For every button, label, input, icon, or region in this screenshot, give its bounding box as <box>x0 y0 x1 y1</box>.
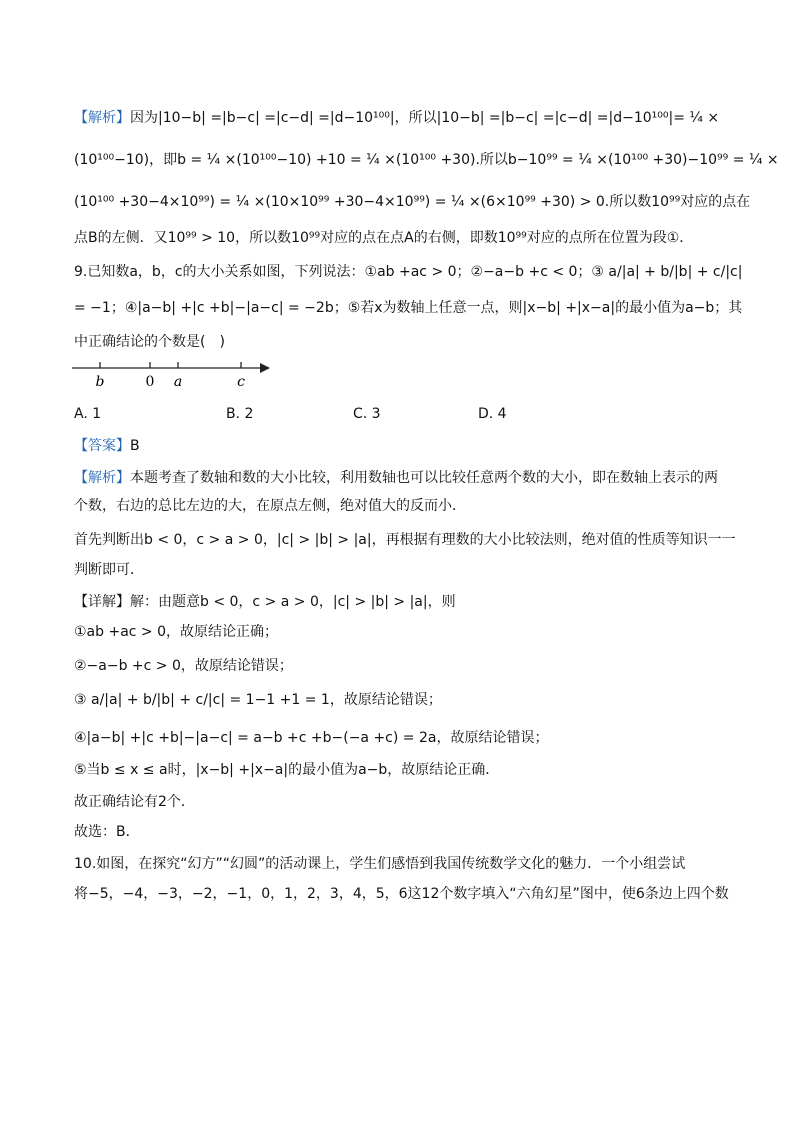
text-line <box>74 760 499 780</box>
text-line <box>74 884 729 904</box>
text-line <box>74 332 225 352</box>
line-text: B <box>130 438 140 454</box>
line-text: 个数，右边的总比左边的大，在原点左侧，绝对值大的反而小． <box>74 498 466 514</box>
section-tag: 【解析】 <box>74 110 130 126</box>
text-line <box>74 822 140 842</box>
text-line <box>74 150 779 170</box>
text-line <box>74 592 456 612</box>
section-tag: 【解析】 <box>74 470 130 486</box>
label-a: a <box>173 374 183 390</box>
label-0: 0 <box>145 374 155 390</box>
line-text: ①ab +ac > 0，故原结论正确； <box>74 624 279 640</box>
text-line <box>74 530 736 550</box>
line-text: 将−5，−4，−3，−2，−1，0，1，2，3，4，5，6这12个数字填入“六角幻星”图中，使6条边上四个数 <box>74 886 729 902</box>
section-tag: 【答案】 <box>74 438 130 454</box>
line-text: (10¹⁰⁰−10)，即b = ¼ ×(10¹⁰⁰−10) +10 = ¼ ×(10¹⁰⁰ +30).所以b−10⁹⁹ = ¼ ×(10¹⁰⁰ +30)−10⁹⁹ = ¼ × <box>74 152 779 168</box>
text-line <box>74 228 693 248</box>
line-text: 10.如图，在探究“幻方”“幻圆”的活动课上，学生们感悟到我国传统数学文化的魅力．一个小组尝试 <box>74 856 686 872</box>
line-text: 故选：B． <box>74 824 140 840</box>
line-text: ⑤当b ≤ x ≤ a时，|x−b| +|x−a|的最小值为a−b，故原结论正确． <box>74 762 500 778</box>
line-text: 首先判断出b < 0，c > a > 0，|c| > |b| > |a|，再根据有理数的大小比较法则，绝对值的性质等知识一一 <box>74 532 736 548</box>
line-text: 9.已知数a，b，c的大小关系如图，下列说法：①ab +ac > 0；②−a−b +c < 0；③ a/|a| + b/|b| + c/|c| <box>74 264 743 280</box>
line-text: ②−a−b +c > 0，故原结论错误； <box>74 658 293 674</box>
line-text: 故正确结论有2个． <box>74 794 195 810</box>
line-text: 【详解】解：由题意b < 0，c > a > 0，|c| > |b| > |a|，则 <box>74 594 456 610</box>
line-text: (10¹⁰⁰ +30−4×10⁹⁹) = ¼ ×(10×10⁹⁹ +30−4×10⁹⁹) = ¼ ×(6×10⁹⁹ +30) > 0.所以数10⁹⁹对应的点在 <box>74 194 751 210</box>
line-text: 判断即可． <box>74 562 144 578</box>
line-text: 本题考查了数轴和数的大小比较，利用数轴也可以比较任意两个数的大小，即在数轴上表示的两 <box>130 470 718 486</box>
text-line <box>74 622 278 642</box>
text-line <box>74 468 718 488</box>
line-text: 点B的左侧．又10⁹⁹ > 10，所以数10⁹⁹对应的点在点A的右侧，即数10⁹⁹对应的点所在位置为段①． <box>74 230 694 246</box>
number-line-arrow-icon <box>260 363 270 373</box>
line-text: ③ a/|a| + b/|b| + c/|c| = 1−1 +1 = 1，故原结论错误； <box>74 692 442 708</box>
label-c: c <box>237 374 245 390</box>
text-line <box>74 192 750 212</box>
option-b[interactable]: B. 2 <box>226 406 254 422</box>
line-text: ④|a−b| +|c +b|−|a−c| = a−b +c +b−(−a +c) = 2a，故原结论错误； <box>74 730 549 746</box>
line-text: = −1；④|a−b| +|c +b|−|a−c| = −2b；⑤若x为数轴上任意一点，则|x−b| +|x−a|的最小值为a−b；其 <box>74 300 743 316</box>
number-line-figure <box>70 350 280 390</box>
text-line <box>74 728 548 748</box>
text-line <box>74 656 293 676</box>
text-line <box>74 560 144 580</box>
label-b: b <box>95 374 105 390</box>
text-line <box>74 854 685 874</box>
text-line <box>74 108 719 128</box>
line-text: 因为|10−b| =|b−c| =|c−d| =|d−10¹⁰⁰|，所以|10−b| =|b−c| =|c−d| =|d−10¹⁰⁰|= ¼ × <box>130 110 720 126</box>
text-line <box>74 298 742 318</box>
text-line <box>74 496 466 516</box>
text-line <box>74 436 140 456</box>
line-text: 中正确结论的个数是( ) <box>74 334 225 350</box>
option-d[interactable]: D. 4 <box>478 406 507 422</box>
text-line <box>74 262 742 282</box>
option-a[interactable]: A. 1 <box>74 406 102 422</box>
text-line <box>74 792 195 812</box>
option-c[interactable]: C. 3 <box>353 406 381 422</box>
text-line <box>74 690 442 710</box>
